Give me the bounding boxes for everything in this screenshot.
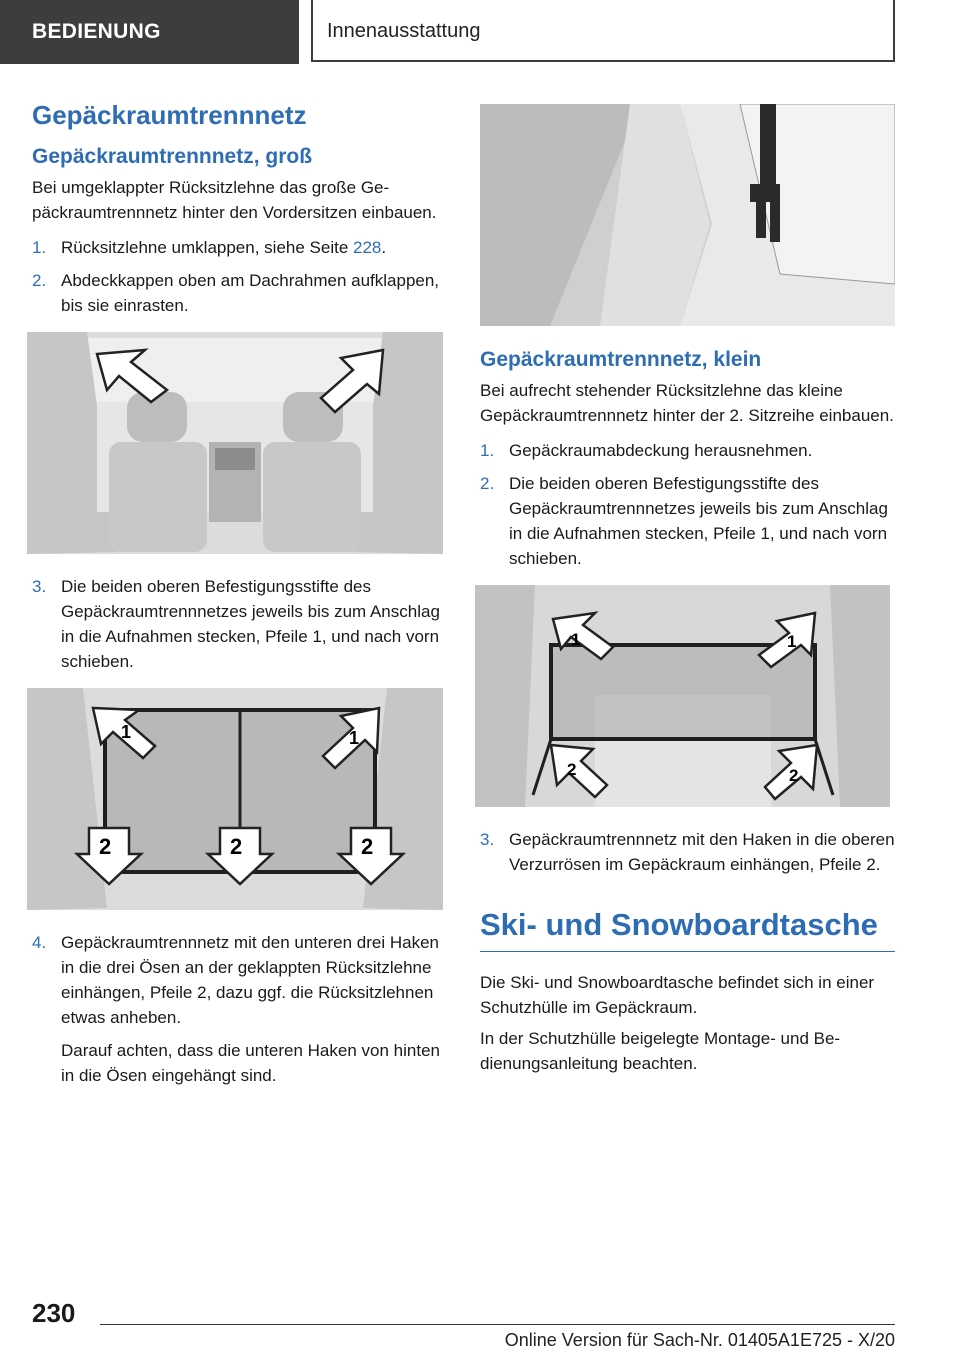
list-item: 3. Die beiden oberen Befestigungsstifte des Gepäckraumtrennnetzes jeweils bis zum Anschlag in die Aufnahmen stecken, Pfeile 1, und nach vorn schieben.	[32, 577, 440, 671]
page-link[interactable]: 228	[353, 238, 382, 257]
figure-roof-caps	[27, 332, 443, 554]
list-item: 4. Gepäckraumtrennnetz mit den unteren drei Haken in die drei Ösen an der geklappten Rücksitzlehne einhängen, Pfeile 2, dazu ggf. die Rücksitzlehnen etwas anheben.	[32, 933, 439, 1027]
section-title: Gepäckraumtrennnetz	[32, 100, 307, 130]
figure-label: 2	[361, 834, 374, 859]
steps-small-a	[480, 438, 895, 571]
footer-divider	[100, 1324, 895, 1325]
figure-label: 1	[571, 630, 581, 649]
intro-large: Bei umgeklappter Rücksitzlehne das große Gepäckraumtrennnetz hinter den Vordersitzen einbauen.	[32, 178, 437, 222]
subsection-title-large: Gepäckraumtrennnetz, groß	[32, 145, 313, 168]
figure-label: 1	[349, 728, 360, 748]
footer-text: Online Version für Sach-Nr. 01405A1E725 - X/20	[504, 1330, 895, 1350]
figure-label: 2	[567, 760, 577, 779]
page-number: 230	[32, 1298, 76, 1328]
note: Darauf achten, dass die unteren Haken von hinten in die Ösen eingehängt sind.	[61, 1041, 440, 1085]
figure-roof-mount	[480, 104, 895, 326]
section-title-ski: Ski- und Snowboardtasche	[480, 907, 895, 952]
subsection-title-small: Gepäckraumtrennnetz, klein	[480, 348, 762, 371]
header-chapter: Innenausstattung	[311, 0, 895, 62]
list-item: 1. Rücksitzlehne umklappen, siehe Seite 228.	[32, 238, 387, 257]
header-section: BEDIENUNG	[0, 0, 299, 64]
figure-label: 1	[121, 722, 132, 742]
steps-large-a	[32, 235, 444, 318]
steps-large-b	[32, 574, 444, 674]
ski-paragraph-2: In der Schutzhülle beigelegte Montage- und Bedienungsanleitung beachten.	[480, 1029, 841, 1073]
list-item: 3. Gepäckraumtrennnetz mit den Haken in die oberen Verzurrösen im Gepäckraum einhängen, Pfeile 2.	[480, 830, 895, 874]
figure-label: 2	[99, 834, 112, 859]
ski-paragraph-1: Die Ski- und Snowboardtasche befindet sich in einer Schutzhülle im Gepäckraum.	[480, 973, 875, 1017]
list-item: 2. Die beiden oberen Befestigungsstifte des Gepäckraumtrennnetzes jeweils bis zum Anschlag in die Aufnahmen stecken, Pfeile 1, und nach vorn schieben.	[480, 474, 888, 568]
list-item: 1. Gepäckraumabdeckung herausnehmen.	[480, 441, 813, 460]
right-column	[480, 104, 895, 1076]
figure-large-net	[27, 688, 443, 910]
intro-small: Bei aufrecht stehender Rücksitzlehne das kleine Gepäckraumtrennnetz hinter der 2. Sitzreihe einbauen.	[480, 381, 894, 425]
figure-label: 2	[230, 834, 243, 859]
list-item: 2. Abdeckkappen oben am Dachrahmen aufklappen, bis sie einrasten.	[32, 271, 440, 315]
figure-small-net	[475, 585, 890, 807]
steps-large-c	[32, 930, 444, 1030]
steps-small-b	[480, 827, 895, 877]
figure-label: 2	[789, 766, 799, 785]
figure-label: 1	[787, 632, 797, 651]
left-column	[32, 100, 444, 1088]
